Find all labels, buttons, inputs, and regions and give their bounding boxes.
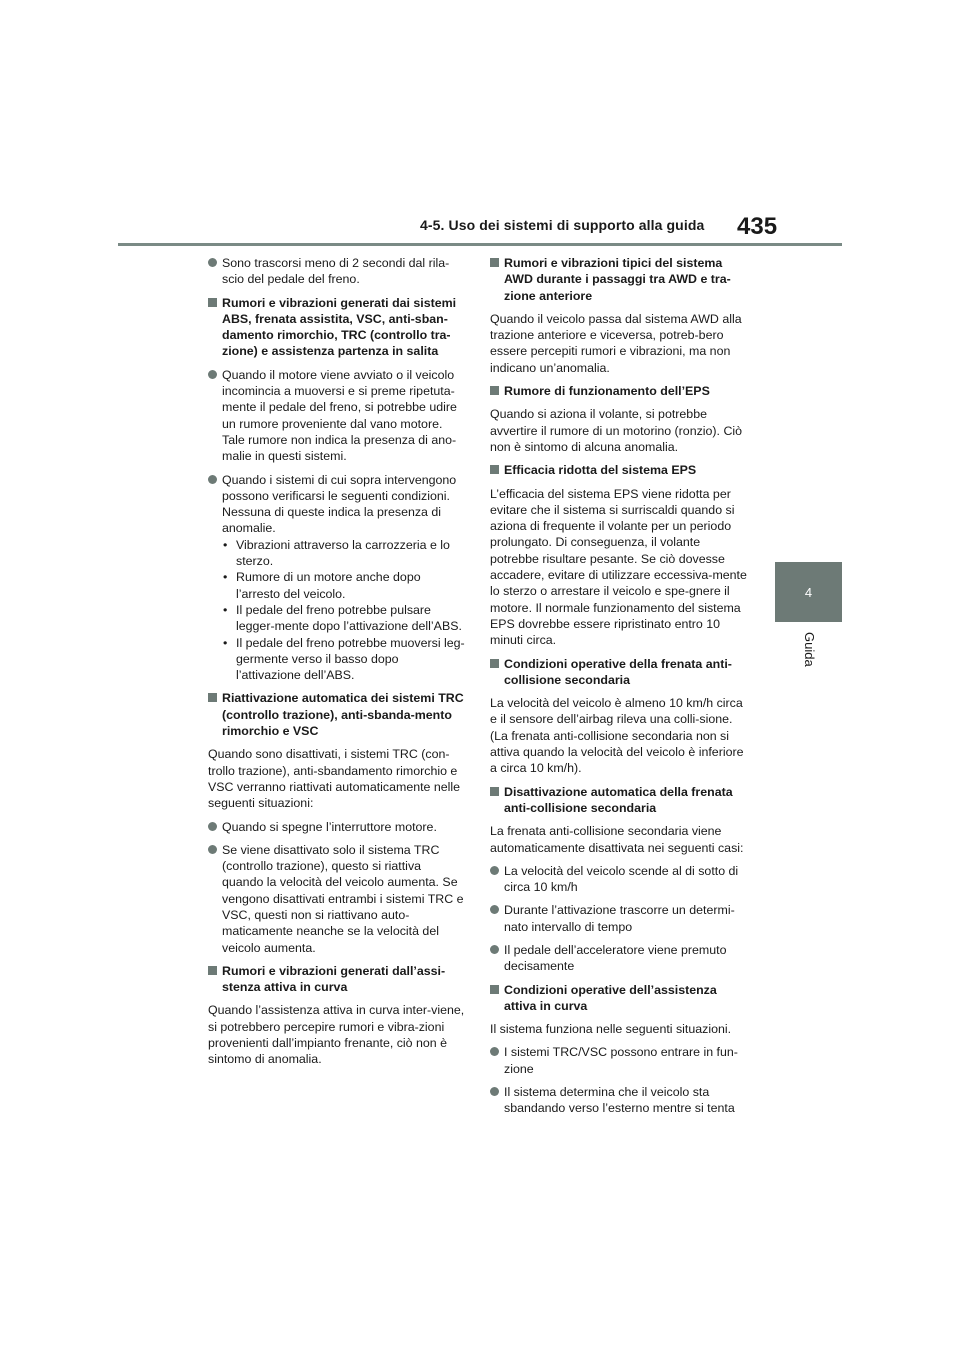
paragraph: La velocità del veicolo è almeno 10 km/h circa e il sensore dell’airbag rileva una colli-sione. (La frenata anti-collisione secondaria non si attiva quando la velocità del veicolo è inferiore a circa 10 km/h). [490, 696, 744, 776]
bullet-item [490, 1044, 747, 1077]
sub-bullet: • Il pedale del freno potrebbe muoversi leg-germente verso il basso dopo l’attivazione dell’ABS. [223, 635, 465, 683]
circle-bullet-icon [208, 475, 217, 484]
section-heading [208, 963, 465, 996]
heading-text: Efficacia ridotta del sistema EPS [504, 463, 697, 478]
square-marker-icon [490, 985, 499, 994]
paragraph: Quando il veicolo passa dal sistema AWD alla trazione anteriore e viceversa, potreb-bero essere percepiti rumori e vibrazioni, ma non indicano un’anomalia. [490, 311, 742, 375]
bullet-item [208, 819, 465, 835]
sub-bullet-text: Il pedale del freno potrebbe muoversi leg-germente verso il basso dopo l’attivazione dell’ABS. [236, 635, 465, 683]
bullet-text: Quando i sistemi di cui sopra intervengono possono verificarsi le seguenti condizioni. Nessuna di queste indica la presenza di anomalie. [222, 472, 457, 536]
bullet-text: Se viene disattivato solo il sistema TRC (controllo trazione), questo si riattiva quando la velocità del veicolo aumenta. Se vengono disattivati entrambi i sistemi TRC e VSC, questi non si riattivano auto-maticamente neanche se la velocità del veicolo aumenta. [222, 842, 464, 955]
square-marker-icon [208, 966, 217, 975]
chapter-tab [775, 562, 842, 622]
square-marker-icon [208, 693, 217, 702]
heading-text: Rumori e vibrazioni tipici del sistema AWD durante i passaggi tra AWD e tra-zione anteriore [504, 256, 731, 303]
bullet-text: Il pedale dell’acceleratore viene premuto decisamente [504, 942, 727, 974]
bullet-text: Sono trascorsi meno di 2 secondi dal rila-scio del pedale del freno. [222, 256, 450, 287]
paragraph: Quando si aziona il volante, si potrebbe avvertire il rumore di un motorino (ronzio). Ciò non è sintomo di alcuna anomalia. [490, 407, 743, 454]
square-marker-icon [490, 659, 499, 668]
bullet-text: Quando il motore viene avviato o il veicolo incomincia a muoversi e si preme ripetuta-mente il pedale del freno, si potrebbe udire un rumore proveniente dal vano motore. Tale rumore non indica la presenza di ano-malie in questi sistemi. [222, 367, 457, 464]
chapter-label: Guida [802, 632, 817, 667]
square-marker-icon [490, 258, 499, 267]
square-marker-icon [490, 465, 499, 474]
header-divider [118, 243, 842, 246]
bullet-text: I sistemi TRC/VSC possono entrare in fun-zione [504, 1045, 738, 1076]
heading-text: Rumori e vibrazioni generati dall’assi-stenza attiva in curva [222, 963, 446, 995]
right-column [490, 255, 747, 1124]
heading-text: Condizioni operative della frenata anti-collisione secondaria [504, 656, 732, 687]
heading-text: Condizioni operative dell’assistenza attiva in curva [504, 982, 717, 1013]
bullet-text: Quando si spegne l’interruttore motore. [222, 819, 437, 834]
bullet-text: Il sistema determina che il veicolo sta sbandando verso l’esterno mentre si tenta [504, 1085, 735, 1116]
heading-text: Rumore di funzionamento dell’EPS [504, 384, 710, 399]
bullet-item [208, 472, 465, 684]
bullet-item [490, 902, 747, 935]
circle-bullet-icon [490, 905, 499, 914]
section-heading [490, 383, 747, 399]
sub-bullet-text: Vibrazioni attraverso la carrozzeria e lo sterzo. [236, 537, 450, 569]
square-marker-icon [490, 386, 499, 395]
square-marker-icon [490, 787, 499, 796]
sub-bullet: • Vibrazioni attraverso la carrozzeria e lo sterzo. [223, 537, 450, 569]
page-number: 435 [737, 213, 778, 240]
bullet-item [490, 942, 747, 975]
section-heading [208, 295, 465, 360]
sub-bullet-text: Rumore di un motore anche dopo l’arresto del veicolo. [236, 570, 421, 601]
bullet-item [208, 367, 465, 465]
section-heading [490, 462, 747, 478]
square-marker-icon [208, 298, 217, 307]
section-heading [490, 255, 747, 304]
bullet-text: La velocità del veicolo scende al di sotto di circa 10 km/h [504, 863, 739, 895]
circle-bullet-icon [490, 866, 499, 875]
section-heading [490, 656, 747, 689]
sub-bullet-text: Il pedale del freno potrebbe pulsare legger-mente dopo l’attivazione dell’ABS. [236, 602, 462, 634]
circle-bullet-icon [208, 258, 217, 267]
sub-bullet: • Rumore di un motore anche dopo l’arresto del veicolo. [223, 570, 421, 601]
bullet-item [208, 255, 465, 288]
heading-text: Rumori e vibrazioni generati dai sistemi ABS, frenata assistita, VSC, anti-sban-damento rimorchio, TRC (controllo tra-zione) e assistenza partenza in salita [222, 295, 457, 359]
heading-text: Riattivazione automatica dei sistemi TRC (controllo trazione), anti-sbanda-mento rimorchio e VSC [222, 691, 464, 739]
heading-text: Disattivazione automatica della frenata anti-collisione secondaria [504, 784, 733, 815]
paragraph: La frenata anti-collisione secondaria viene automaticamente disattivata nei seguenti casi: [490, 824, 744, 855]
sub-bullet: • Il pedale del freno potrebbe pulsare legger-mente dopo l’attivazione dell’ABS. [223, 602, 462, 634]
paragraph: L’efficacia del sistema EPS viene ridotta per evitare che il sistema si surriscaldi quando si aziona di frequente il volante per un periodo prolungato. Di conseguenza, il volante potrebbe risultare pesante. Se ciò dovesse accadere, evitare di utilizzare eccessiva-mente lo sterzo o arrestare il veicolo e spe-gnere il motore. Il normale funzionamento del sistema EPS dovrebbe essere ripristinato entro 10 minuti circa. [490, 486, 747, 648]
circle-bullet-icon [490, 945, 499, 954]
bullet-item [208, 842, 465, 956]
section-heading [490, 982, 747, 1015]
bullet-item [490, 1084, 747, 1117]
paragraph: Il sistema funziona nelle seguenti situazioni. [490, 1022, 732, 1037]
chapter-number: 4 [804, 584, 813, 600]
section-heading [490, 784, 747, 817]
left-column [208, 255, 465, 1075]
circle-bullet-icon [208, 370, 217, 379]
circle-bullet-icon [490, 1087, 499, 1096]
circle-bullet-icon [490, 1047, 499, 1056]
circle-bullet-icon [208, 822, 217, 831]
circle-bullet-icon [208, 845, 217, 854]
section-title: 4-5. Uso dei sistemi di supporto alla guida [420, 217, 705, 233]
bullet-item [490, 863, 747, 896]
paragraph: Quando sono disattivati, i sistemi TRC (con-trollo trazione), anti-sbandamento rimorchio e VSC verranno riattivati automaticamente nelle seguenti situazioni: [208, 747, 461, 811]
paragraph: Quando l’assistenza attiva in curva inter-viene, si potrebbero percepire rumori e vibra-zioni provenienti dall’impianto frenante, ciò non è sintomo di anomalia. [208, 1003, 465, 1067]
section-heading [208, 690, 465, 739]
bullet-text: Durante l’attivazione trascorre un determi-nato intervallo di tempo [504, 903, 735, 934]
